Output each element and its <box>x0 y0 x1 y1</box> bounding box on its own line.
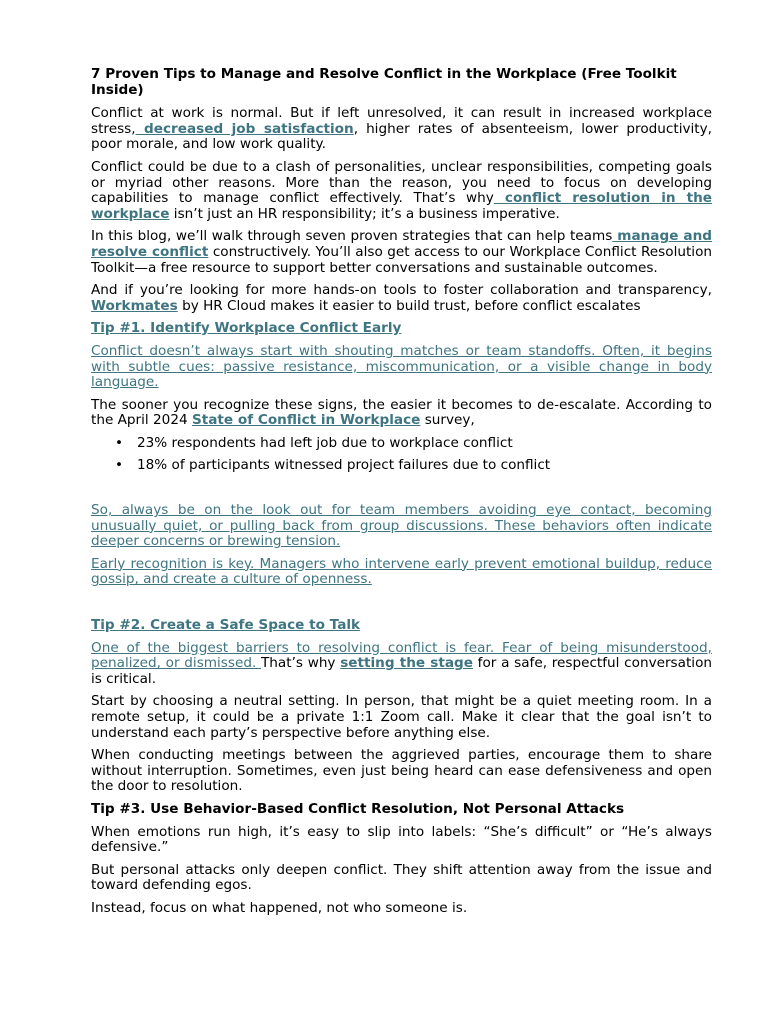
intro-text: , higher rates of absenteeism, lower productivity, poor morale, and low work quality. <box>91 120 712 153</box>
intro-text: In this blog, we’ll walk through seven proven strategies that can help teams <box>91 228 613 245</box>
document-page <box>91 67 712 924</box>
bullet-item: • 23% respondents had left job due to workplace conflict <box>137 436 712 452</box>
tip-2-text: That’s why <box>261 655 341 672</box>
intro-text: constructively. You’ll also get access to our Workplace Conflict Resolution Toolkit—a free resource to support better conversations and sustainable outcomes. <box>91 243 713 276</box>
intro-text: Conflict could be due to a clash of personalities, unclear responsibilities, competing goals or myriad other reasons. More than the reason, you need to focus on developing capabilities to manage conflict effectively. That’s why <box>91 158 712 207</box>
intro-paragraph-1 <box>91 106 712 153</box>
tip-1-paragraph-4: Early recognition is key. Managers who intervene early prevent emotional buildup, reduce gossip, and create a culture of openness. <box>91 555 712 588</box>
tip-1-paragraph-3: So, always be on the look out for team members avoiding eye contact, becoming unusually quiet, or pulling back from group discussions. These behaviors often indicate deeper concerns or brewing tension. <box>91 502 712 550</box>
intro-text: by HR Cloud makes it easier to build trust, before conflict escalates <box>177 297 641 314</box>
spacer <box>91 481 712 503</box>
tip-2-paragraph-2: Start by choosing a neutral setting. In person, that might be a quiet meeting room. In a remote setup, it could be a private 1:1 Zoom call. Make it clear that the goal isn’t to understand each party’s perspective before anything else. <box>91 693 712 741</box>
link-setting-the-stage[interactable]: setting the stage <box>340 655 473 672</box>
link-state-of-conflict-in-workplace[interactable]: State of Conflict in Workplace <box>191 412 421 429</box>
tip-1-heading-link[interactable]: Tip #1. Identify Workplace Conflict Early <box>91 320 402 337</box>
link-workmates[interactable]: Workmates <box>91 297 178 314</box>
intro-paragraph-2 <box>91 160 712 222</box>
tip-1-paragraph-1: Conflict doesn’t always start with shouting matches or team standoffs. Often, it begins with subtle cues: passive resistance, miscommunication, or a visible change in body language. <box>91 342 712 391</box>
tip-3-heading: Tip #3. Use Behavior-Based Conflict Resolution, Not Personal Attacks <box>91 800 625 817</box>
bullet-item: • 18% of participants witnessed project failures due to conflict <box>137 458 712 474</box>
tip-2-heading[interactable] <box>91 618 712 634</box>
link-conflict-resolution-in-the-workplace[interactable]: conflict resolution in the workplace <box>91 190 712 222</box>
link-manage-and-resolve-conflict[interactable]: manage and resolve conflict <box>91 228 713 260</box>
tip-1-text: The sooner you recognize these signs, the easier it becomes to de-escalate. According to the April 2024 <box>91 396 712 429</box>
tip-1-paragraph-2 <box>91 398 712 429</box>
tip-1-text: survey, <box>420 412 475 429</box>
tip-1-heading[interactable] <box>91 321 712 337</box>
tip-1-bullet-list <box>91 436 712 474</box>
intro-paragraph-3 <box>91 229 712 276</box>
tip-2-underlined-text: One of the biggest barriers to resolving conflict is fear. Fear of being misunderstood, penalized, or dismissed. <box>91 639 712 672</box>
intro-text: isn’t just an HR responsibility; it’s a business imperative. <box>169 205 560 222</box>
tip-2-paragraph-1 <box>91 641 712 688</box>
link-decreased-job-satisfaction[interactable]: decreased job satisfaction <box>135 120 354 137</box>
tip-2-text: for a safe, respectful conversation is critical. <box>91 655 713 687</box>
page-title: 7 Proven Tips to Manage and Resolve Conflict in the Workplace (Free Toolkit Inside) <box>91 66 677 98</box>
tip-3-paragraph-3: Instead, focus on what happened, not who someone is. <box>91 899 468 916</box>
intro-text: And if you’re looking for more hands-on tools to foster collaboration and transparency, <box>91 282 712 299</box>
tip-3-paragraph-2: But personal attacks only deepen conflict. They shift attention away from the issue and toward defending egos. <box>91 861 712 894</box>
tip-2-heading-link[interactable]: Tip #2. Create a Safe Space to Talk <box>91 617 361 634</box>
intro-text: Conflict at work is normal. But if left unresolved, it can result in increased workplace stress, <box>91 105 712 137</box>
intro-paragraph-4 <box>91 283 712 314</box>
spacer <box>91 595 712 618</box>
tip-3-paragraph-1: When emotions run high, it’s easy to slip into labels: “She’s difficult” or “He’s always defensive.” <box>91 823 712 856</box>
tip-2-paragraph-3: When conducting meetings between the aggrieved parties, encourage them to share without interruption. Sometimes, even just being heard can ease defensiveness and open the door to resolution. <box>91 747 712 795</box>
